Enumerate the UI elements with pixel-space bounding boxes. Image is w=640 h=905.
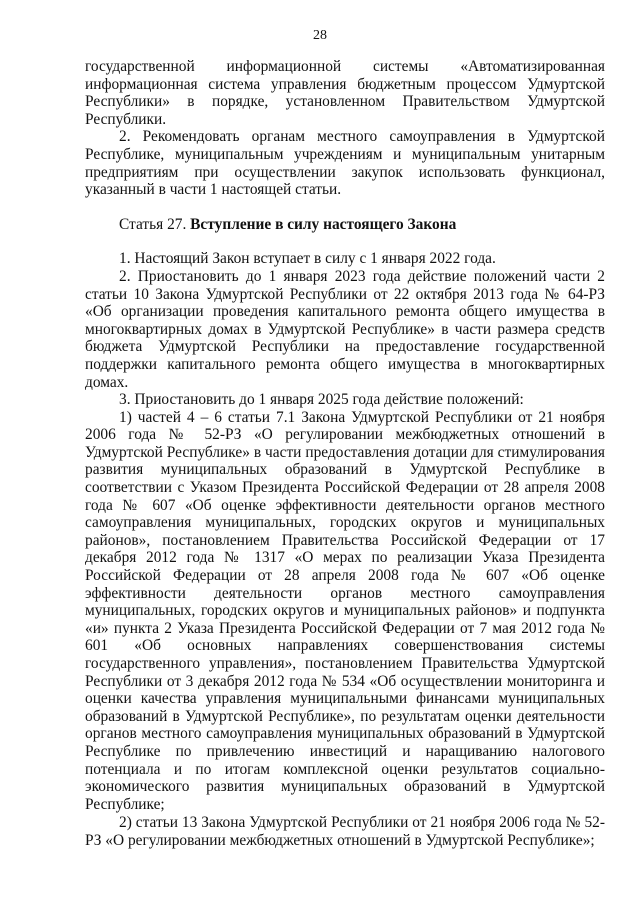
paragraph-continuation: государственной информационной системы «Автоматизированная информационная система управления бюджетным процессом Удмуртской Республики» в порядке, установленном Правительством Удмуртской Республики. (85, 58, 605, 128)
article-number: Статья 27. (119, 215, 191, 233)
paragraph-suspend-2023: 2. Приостановить до 1 января 2023 года действие положений части 2 статьи 10 Закона Удмуртской Республики от 22 октября 2013 года № 64-РЗ «Об организации проведения капитального ремонта общего имущества в многоквартирных домах в Удмуртской Республике» в части размера средств бюджета Удмуртской Республики на предоставление государственной поддержки капитального ремонта общего имущества в многоквартирных домах. (85, 267, 605, 391)
article-title: Вступление в силу настоящего Закона (190, 215, 457, 233)
paragraph-recommendation: 2. Рекомендовать органам местного самоуправления в Удмуртской Республике, муниципальным учреждениям и муниципальным унитарным предприятиям при осуществлении закупок использовать функционал, указанный в части 1 настоящей статьи. (85, 128, 605, 199)
article-heading (85, 216, 605, 234)
paragraph-suspend-2025: 3. Приостановить до 1 января 2025 года действие положений: (119, 391, 524, 409)
paragraph-effective-date: 1. Настоящий Закон вступает в силу с 1 января 2022 года. (119, 250, 496, 268)
document-body (85, 58, 605, 850)
page-number: 28 (313, 28, 327, 43)
paragraph-item-1: 1) частей 4 – 6 статьи 7.1 Закона Удмуртской Республики от 21 ноября 2006 года № 52-РЗ «О регулировании межбюджетных отношений в Удмуртской Республике» в части предоставления дотации для стимулирования развития муниципальных образований в Удмуртской Республике в соответствии с Указом Президента Российской Федерации от 28 апреля 2008 года № 607 «Об оценке эффективности деятельности органов местного самоуправления муниципальных, городских округов и муниципальных районов», постановлением Правительства Российской Федерации от 17 декабря 2012 года № 1317 «О мерах по реализации Указа Президента Российской Федерации от 28 апреля 2008 года № 607 «Об оценке эффективности деятельности органов местного самоуправления муниципальных, городских округов и муниципальных районов» и подпункта «и» пункта 2 Указа Президента Российской Федерации от 7 мая 2012 года № 601 «Об основных направлениях совершенствования системы государственного управления», постановлением Правительства Удмуртской Республики от 3 декабря 2012 года № 534 «Об осуществлении мониторинга и оценки качества управления муниципальными финансами муниципальных образований в Удмуртской Республике», по результатам оценки деятельности органов местного самоуправления муниципальных образований в Удмуртской Республике по привлечению инвестиций и наращиванию налогового потенциала и по итогам комплексной оценки результатов социально-экономического развития муниципальных образований в Удмуртской Республике; (85, 408, 605, 813)
paragraph-item-2: 2) статьи 13 Закона Удмуртской Республики от 21 ноября 2006 года № 52-РЗ «О регулировании межбюджетных отношений в Удмуртской Республике»; (85, 814, 605, 849)
